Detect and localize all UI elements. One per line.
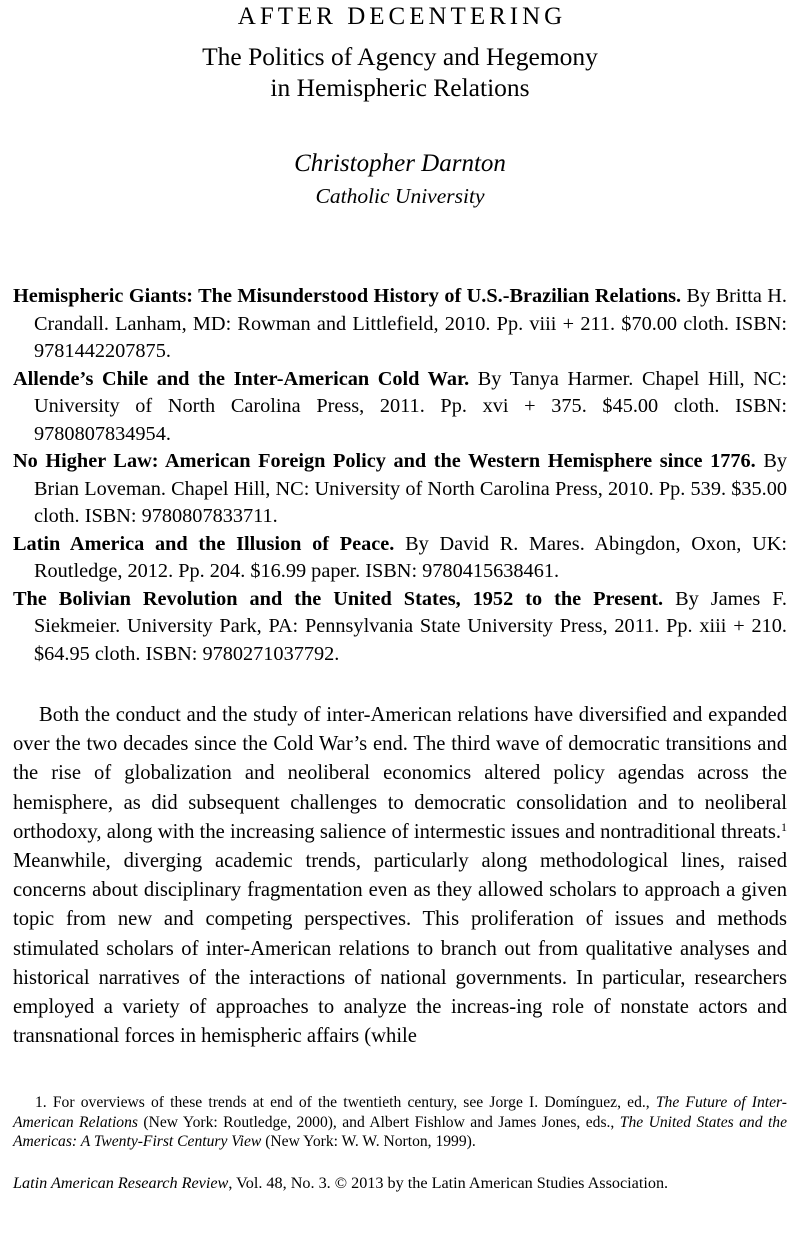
page-subtitle: [13, 41, 787, 103]
page-title: AFTER DECENTERING: [237, 3, 567, 30]
reviewed-books-list: [13, 283, 787, 668]
book-title: Hemispheric Giants: The Misunderstood History of U.S.-Brazilian Relations.: [13, 285, 682, 307]
book-details: By David R. Mares. Abingdon, Oxon, UK: Routledge, 2012. Pp. 204. $16.99 paper. ISBN: 9780415638461.: [34, 532, 788, 582]
footnote-cited-title-2: The United States and the Americas: A Twenty-First Century View: [13, 1113, 787, 1151]
body-paragraph: [13, 701, 787, 1051]
footnote-cited-title-1: The Future of Inter-American Relations: [13, 1094, 787, 1131]
journal-citation: [13, 1173, 787, 1193]
book-entry: [13, 586, 787, 669]
journal-citation-rest: , Vol. 48, No. 3. © 2013 by the Latin American Studies Association.: [228, 1173, 669, 1192]
footnote-number: 1.: [35, 1094, 47, 1112]
title-block: [13, 0, 787, 103]
footnote-1: [13, 1093, 787, 1152]
book-title: Allende’s Chile and the Inter-American Cold War.: [13, 367, 470, 390]
body-text-part-2: Meanwhile, diverging academic trends, particularly along methodological lines, raised concerns about disciplinary fragmentation even as they allowed scholars to approach a given topic from new and competing perspectives. This proliferation of issues and methods stimulated scholars of inter-American relations to branch out from qualitative analyses and historical narratives of the interactions of national governments. In particular, researchers employed a variety of approaches to analyze the increas-ing role of nonstate actors and transnational forces in hemispheric affairs (while: [13, 850, 787, 1048]
author-affiliation: Catholic University: [315, 184, 485, 208]
book-details: By Britta H. Crandall. Lanham, MD: Rowman and Littlefield, 2010. Pp. viii + 211. $70.00 cloth. ISBN: 9781442207875.: [34, 285, 787, 362]
book-title: Latin America and the Illusion of Peace.: [13, 532, 395, 555]
subtitle-line-2: in Hemispheric Relations: [270, 73, 530, 102]
footnote-area: [13, 1093, 787, 1209]
book-entry: [13, 448, 787, 531]
book-entry: [13, 531, 787, 586]
book-details: By James F. Siekmeier. University Park, PA: Pennsylvania State University Press, 2011. Pp. xiii + 210. $64.95 cloth. ISBN: 9780271037792.: [34, 587, 787, 665]
book-title: No Higher Law: American Foreign Policy and the Western Hemisphere since 1776.: [13, 450, 756, 472]
book-details: By Tanya Harmer. Chapel Hill, NC: University of North Carolina Press, 2011. Pp. xvi + 375. $45.00 cloth. ISBN: 9780807834954.: [34, 367, 787, 445]
book-entry: [13, 283, 787, 366]
book-entry: [13, 366, 787, 449]
footnote-text-before: For overviews of these trends at end of the twentieth century, see Jorge I. Domínguez, ed.,: [46, 1094, 656, 1112]
footnote-text-after: (New York: W. W. Norton, 1999).: [261, 1133, 476, 1151]
journal-name: Latin American Research Review: [13, 1173, 229, 1192]
subtitle-line-1: The Politics of Agency and Hegemony: [202, 42, 598, 71]
footnote-text-middle: (New York: Routledge, 2000), and Albert Fishlow and James Jones, eds.,: [137, 1113, 620, 1131]
body-text-part-1: Both the conduct and the study of inter-American relations have diversified and expanded over the two decades since the Cold War’s end. The third wave of democratic transitions and the rise of globalization and neoliberal economics altered policy agendas across the hemisphere, as did subsequent challenges to democratic consolidation and to neoliberal orthodoxy, along with the increasing salience of intermestic issues and nontraditional threats.: [13, 704, 787, 843]
footnote-reference-1[interactable]: 1: [781, 819, 787, 834]
book-title: The Bolivian Revolution and the United States, 1952 to the Present.: [13, 587, 664, 610]
book-details: By Brian Loveman. Chapel Hill, NC: University of North Carolina Press, 2010. Pp. 539. $35.00 cloth. ISBN: 9780807833711.: [34, 450, 787, 527]
author-block: [13, 149, 787, 209]
author-name: Christopher Darnton: [294, 150, 506, 177]
